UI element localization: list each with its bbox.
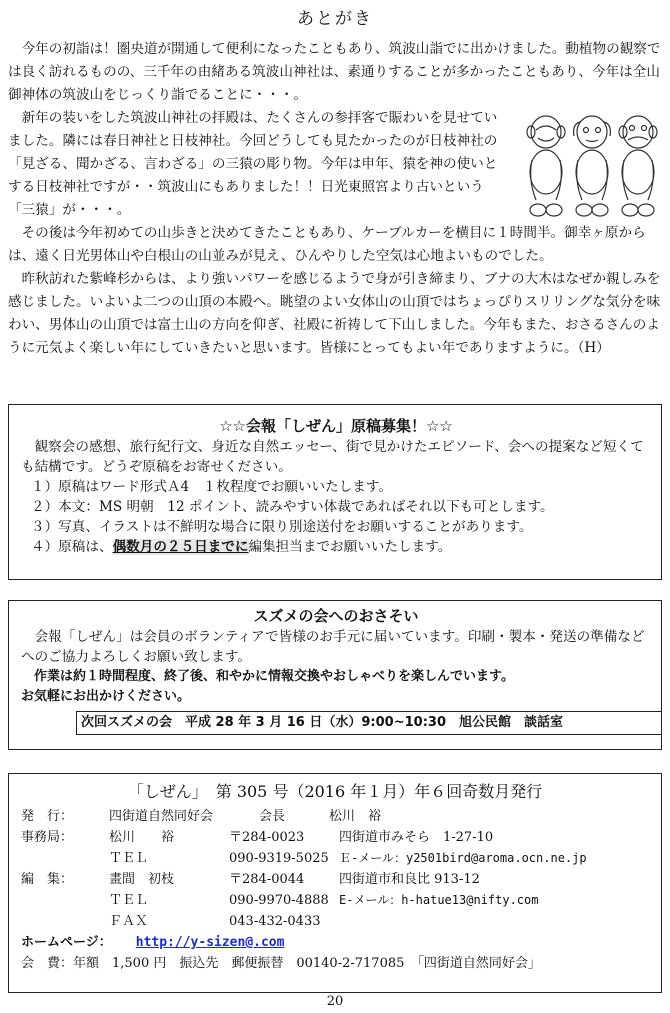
homepage-link[interactable]: http://y-sizen@.com <box>135 935 285 950</box>
publisher-row: 発 行： 四街道自然同好会 会長 松川 裕 <box>21 809 382 824</box>
homepage-row: ホームページ： http://y-sizen@.com <box>21 932 649 953</box>
three-monkeys-illustration <box>524 106 662 224</box>
manuscript-call-intro: 観察会の感想、旅行紀行文、身近な自然エッセー、街で見かけたエピソード、会への提案など短くても結構です。どうぞ原稿をお寄せください。 <box>21 439 644 475</box>
publication-title: 「しぜん」 第 305 号（2016 年１月）年６回奇数月発行 <box>127 782 543 801</box>
manuscript-rule-3: ３）写真、イラストは不鮮明な場合に限り別途送付をお願いすることがあります。 <box>31 519 533 535</box>
monkey-hear-no-evil <box>574 116 611 216</box>
deadline-highlight: 偶数月の２５日までに <box>112 539 249 555</box>
office-contact-row: ＴＥＬ 090-9319-5025 Ｅ-メール：y2501bird@aroma.ocn.ne.jp <box>21 848 649 869</box>
essay-paragraph-2: 新年の装いをした筑波山神社の拝殿は、たくさんの参拝客で賑わいを見せていました。隣には春日神社と日枝神社。今回どうしても見たかったのが日枝神社の「見ざる、聞かざる、言わざる」の三猿の彫り物。今年は申年、猿を神の使いとする日枝神社ですが・・筑波山にもありました！！日光東照宮より古いという「三猿」が・・・。 <box>8 110 498 218</box>
page-title: あとがき <box>297 9 373 29</box>
suzume-invitation-welcome: お気軽にお出かけください。 <box>21 689 191 704</box>
manuscript-rule-4: ４）原稿は、偶数月の２５日までに編集担当までお願いいたします。 <box>31 539 452 555</box>
fee-row: 会 費：年額 1,500 円 振込先 郵便振替 00140-2-717085 「四街道自然同好会」 <box>21 956 541 971</box>
essay-paragraph-4: 昨秋訪れた紫峰杉からは、より強いパワーを感じるようで身が引き締まり、ブナの大木はなぜか親しみを感じました。いよいよ二つの山頂の本殿へ。眺望のよい女体山の山頂ではちょっぴりスリリングな気分を味わい、男体山の山頂では富士山の方向を仰ぎ、社殿に祈祷して下山しました。今年もまた、おさるさんのように元気よく楽しい年にしていきたいと思います。皆様にとってもよい年でありますように。（H） <box>8 271 661 356</box>
manuscript-call-box <box>8 404 662 580</box>
suzume-invitation-activity: 作業は約１時間程度、終了後、和やかに情報交換やおしゃべりを楽しんでいます。 <box>34 669 514 684</box>
publication-info-box <box>8 773 662 993</box>
editor-email: E-メール：h-hatue13@nifty.com <box>339 893 539 907</box>
essay-paragraph-1: 今年の初詣は！圏央道が開通して便利になったこともあり、筑波山詣でに出かけました。動植物の観察では良く訪れるものの、三千年の由緒ある筑波山神社は、素通りすることが多かったこともあり、今年は全山御神体の筑波山をじっくり詣でることに・・・。 <box>8 41 661 103</box>
suzume-invitation-box <box>8 600 662 750</box>
manuscript-call-title: ☆☆会報「しぜん」原稿募集！☆☆ <box>219 417 453 435</box>
monkey-see-no-evil <box>527 116 565 216</box>
manuscript-rule-2: ２）本文：MS 明朝 12 ポイント、読みやすい体裁であればそれ以下も可とします。 <box>31 499 554 515</box>
monkey-speak-no-evil <box>619 116 657 216</box>
editor-fax-row: ＦＡＸ 043-432-0433 <box>109 914 321 929</box>
editor-row: 編 集： 畫間 初枝 〒284-0044 四街道市和良比 913-12 <box>21 872 480 887</box>
office-email: Ｅ-メール：y2501bird@aroma.ocn.ne.jp <box>339 851 587 865</box>
manuscript-rule-1: １）原稿はワード形式Ａ4 １枚程度でお願いいたします。 <box>31 479 392 495</box>
editor-contact-row: ＴＥＬ 090-9970-4888 E-メール：h-hatue13@nifty.com <box>21 890 649 911</box>
essay-paragraph-3: その後は今年初めての山歩きと決めてきたこともあり、ケーブルカーを横目に１時間半。御幸ヶ原からは、遠く日光男体山や白根山の山並みが見え、ひんやりした空気は心地よいものでした。 <box>8 225 646 264</box>
next-meeting-notice: 次回スズメの会 平成 28 年 3 月 16 日（水）9:00~10:30 旭公民館 談話室 <box>76 711 662 735</box>
page-number: 20 <box>326 994 344 1009</box>
suzume-invitation-title: スズメの会へのおさそい <box>253 607 419 625</box>
office-row: 事務局： 松川 裕 〒284-0023 四街道市みそら 1-27-10 <box>21 830 494 845</box>
suzume-invitation-intro: 会報「しぜん」は会員のボランティアで皆様のお手元に届いています。印刷・製本・発送の準備などへのご協力よろしくお願い致します。 <box>21 629 645 665</box>
